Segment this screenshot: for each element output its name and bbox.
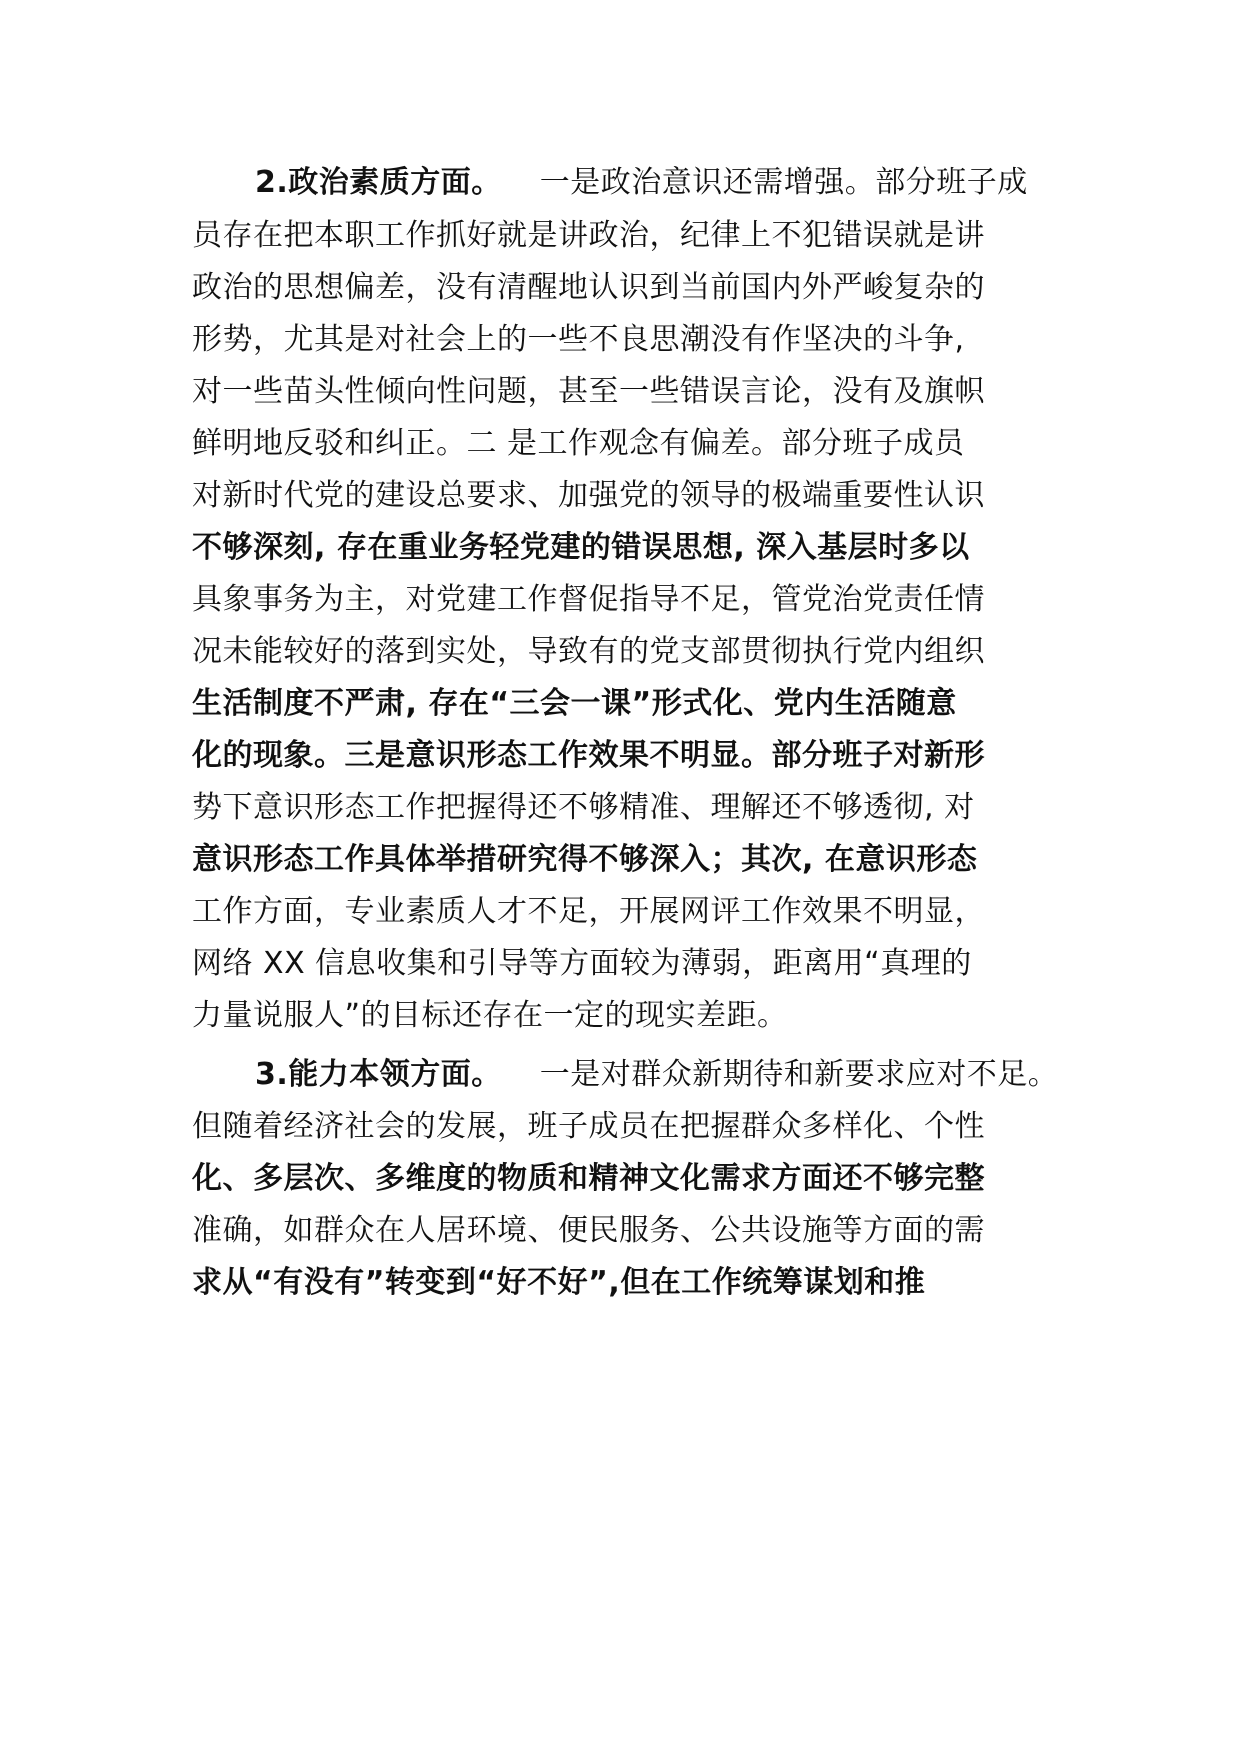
paragraph-line: 形势，尤其是对社会上的一些不良思潮没有作坚决的斗争,	[192, 322, 965, 357]
paragraph-line: 势下意识形态工作把握得还不够精准、理解还不够透彻, 对	[192, 790, 975, 825]
paragraph-line: 鲜明地反驳和纠正。二 是工作观念有偏差。部分班子成员	[192, 426, 965, 461]
paragraph-line: 况未能较好的落到实处，导致有的党支部贯彻执行党内组织	[192, 634, 985, 669]
paragraph-line: 员存在把本职工作抓好就是讲政治，纪律上不犯错误就是讲	[192, 218, 985, 253]
paragraph-line: 准确，如群众在人居环境、便民服务、公共设施等方面的需	[192, 1213, 985, 1248]
paragraph-line: 生活制度不严肃, 存在“三会一课”形式化、党内生活随意	[192, 686, 957, 721]
paragraph-line: 求从“有没有”转变到“好不好”,但在工作统筹谋划和推	[192, 1265, 926, 1300]
paragraph-line: 意识形态工作具体举措研究得不够深入；其次, 在意识形态	[192, 842, 978, 877]
paragraph-text: 一是政治意识还需增强。部分班子成	[539, 165, 1028, 200]
paragraph-line: 网络 XX 信息收集和引导等方面较为薄弱，距离用“真理的	[192, 946, 972, 981]
section-heading: 3.能力本领方面。	[255, 1057, 502, 1092]
paragraph-line: 工作方面，专业素质人才不足，开展网评工作效果不明显，	[192, 894, 985, 929]
paragraph-line: 但随着经济社会的发展，班子成员在把握群众多样化、个性	[192, 1109, 985, 1144]
paragraph-line: 化、多层次、多维度的物质和精神文化需求方面还不够完整	[192, 1161, 985, 1196]
paragraph-line	[255, 1055, 1058, 1095]
paragraph-line: 不够深刻, 存在重业务轻党建的错误思想, 深入基层时多以	[192, 530, 970, 565]
paragraph-line: 对一些苗头性倾向性问题，甚至一些错误言论，没有及旗帜	[192, 374, 985, 409]
paragraph-line: 化的现象。三是意识形态工作效果不明显。部分班子对新形	[192, 738, 985, 773]
paragraph-line: 具象事务为主，对党建工作督促指导不足，管党治党责任情	[192, 582, 985, 617]
paragraph-line: 对新时代党的建设总要求、加强党的领导的极端重要性认识	[192, 478, 985, 513]
paragraph-line: 力量说服人”的目标还存在一定的现实差距。	[192, 998, 788, 1033]
paragraph-text: 一是对群众新期待和新要求应对不足。	[539, 1057, 1059, 1092]
paragraph-line	[255, 163, 1028, 203]
section-heading: 2.政治素质方面。	[255, 165, 502, 200]
paragraph-line: 政治的思想偏差，没有清醒地认识到当前国内外严峻复杂的	[192, 270, 985, 305]
